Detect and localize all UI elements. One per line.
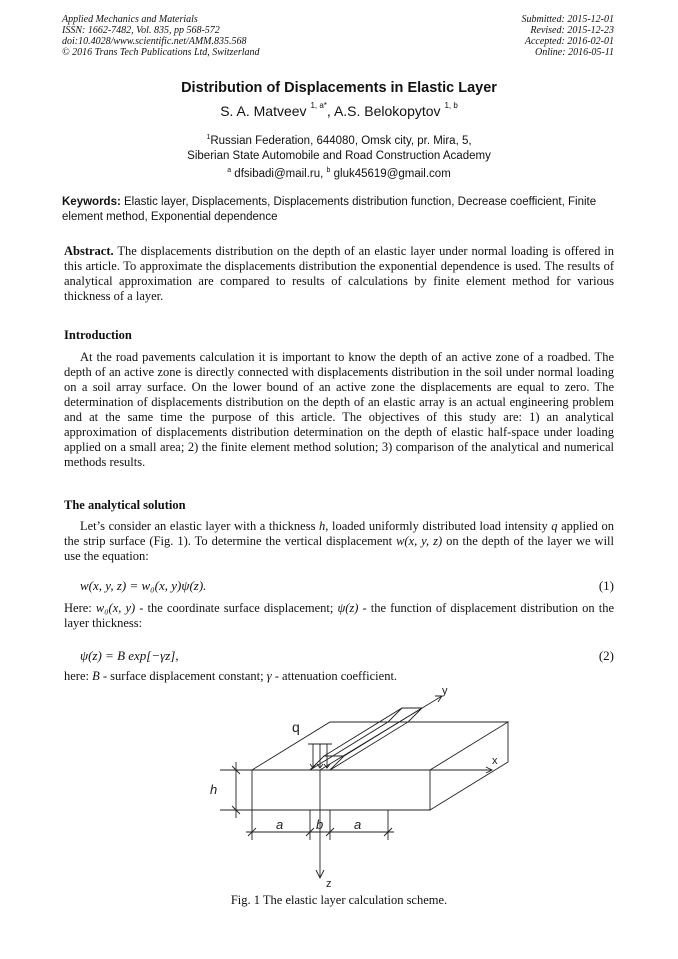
layer-front-face [252, 770, 430, 810]
label-q: q [292, 719, 300, 735]
analytical-text-3: applied on the strip surface (Fig. 1). To determine the vertical displacement [64, 519, 614, 548]
var-gamma: γ [266, 669, 272, 683]
author-1-affil: 1, a* [310, 101, 327, 110]
email-a[interactable]: dfsibadi@mail.ru, [231, 167, 327, 180]
email-b[interactable]: gluk45619@gmail.com [330, 167, 451, 180]
abstract-text: The displacements distribution on the depth of an elastic layer under normal loading is offered in this article. To approximate the displacements distribution the exponential dependence is used. The results of analytical approximation are compared to results of calculations by finite element method for various thickness of a layer. [64, 244, 614, 303]
introduction-text: At the road pavements calculation it is important to know the depth of an active zone of a roadbed. The depth of an active zone is directly connected with displacements distribution in the soil under normal loading on a soil array surface. On the lower bound of an active zone the displacements are equal to zero. The determination of displacements distribution on the depth of an elastic array is an actual engineering problem and at the same time the purpose of this article. The objectives of this study are: 1) an analytical approximation of displacements distribution determination on the depth of elastic half-space under loading applied on a small area; 2) the finite element method solution; 3) comparison of the analytical and numerical methods results. [64, 350, 614, 469]
var-h: h [319, 519, 326, 533]
equation-1 [80, 578, 614, 594]
figure-1-caption: Fig. 1 The elastic layer calculation scheme. [230, 893, 448, 907]
dates-header [522, 14, 615, 58]
here1-text-2: - the coordinate surface displacement; [135, 601, 338, 615]
journal-doi: doi:10.4028/www.scientific.net/AMM.835.568 [62, 36, 247, 47]
keywords-label: Keywords: [62, 196, 121, 208]
y-axis [320, 696, 442, 770]
here1-text-3: - the function of displacement distribution on the layer thickness: [64, 601, 614, 630]
here-paragraph-1 [64, 601, 614, 631]
date-revised: Revised: 2015-12-23 [530, 25, 614, 36]
here2-text-1: here: [64, 669, 93, 683]
analytical-text-4: on the depth of the layer we will use the equation: [64, 534, 614, 563]
affiliation-line-2: Siberian State Automobile and Road Construction Academy [187, 149, 491, 162]
here2-text-3: - attenuation coefficient. [271, 669, 398, 683]
affiliation-sup: 1 [206, 134, 211, 141]
email-line [0, 167, 678, 180]
here1-text-1: Here: [64, 601, 96, 615]
journal-name: Applied Mechanics and Materials [62, 14, 198, 25]
label-y: y [442, 685, 448, 697]
email-b-sup: b [326, 167, 331, 174]
email-a-sup: a [227, 167, 232, 174]
load-arrow-2 [317, 744, 323, 768]
author-2-affil: 1, b [444, 101, 458, 110]
var-w: w(x, y, z) [396, 534, 443, 548]
analytical-paragraph [64, 519, 614, 564]
affiliation-line-1: Russian Federation, 644080, Omsk city, pr. Mira, 5, [210, 134, 472, 147]
analytical-heading: The analytical solution [64, 498, 186, 512]
author-1: S. A. Matveev [220, 103, 307, 119]
introduction-heading: Introduction [64, 328, 132, 342]
var-B: B [92, 669, 100, 683]
journal-issn: ISSN: 1662-7482, Vol. 835, pp 568-572 [62, 25, 220, 36]
layer-top-face [252, 722, 508, 770]
equation-2-number: (2) [598, 648, 614, 663]
var-w0: w₀(x, y) [95, 601, 136, 615]
var-q: q [551, 519, 558, 533]
keywords-text: Elastic layer, Displacements, Displacements distribution function, Decrease coefficient, Finite element method, Exponential dependence [62, 196, 597, 223]
analytical-text-1: Let’s consider an elastic layer with a thickness [80, 519, 320, 533]
here2-text-2: - surface displacement constant; [99, 669, 267, 683]
journal-copyright: © 2016 Trans Tech Publications Ltd, Switzerland [62, 47, 260, 58]
label-a-left: a [276, 817, 284, 832]
equation-1-number: (1) [598, 578, 614, 593]
affiliation [0, 130, 678, 164]
figure-1-diagram [180, 682, 510, 892]
label-b: b [316, 817, 324, 832]
paper-title: Distribution of Displacements in Elastic Layer [181, 80, 497, 96]
abstract [64, 244, 614, 304]
date-accepted: Accepted: 2016-02-01 [524, 36, 614, 47]
label-x: x [492, 755, 498, 767]
analytical-text-2: , loaded uniformly distributed load intensity [325, 519, 552, 533]
label-h: h [210, 782, 218, 797]
equation-2-body: ψ(z) = B exp[−γz], [80, 648, 179, 663]
author-list [0, 103, 678, 119]
date-submitted: Submitted: 2015-12-01 [521, 14, 614, 25]
journal-header [62, 14, 260, 58]
label-a-right: a [354, 817, 362, 832]
load-strip-top [324, 708, 422, 756]
equation-2 [80, 648, 614, 664]
abstract-label: Abstract. [64, 244, 114, 258]
label-z: z [326, 878, 332, 890]
author-separator: , [326, 103, 334, 119]
var-psi: ψ(z) [337, 601, 359, 615]
date-online: Online: 2016-05-11 [535, 47, 614, 58]
author-2: A.S. Belokopytov [333, 103, 441, 119]
equation-1-body: w(x, y, z) = w₀(x, y)ψ(z). [80, 578, 207, 593]
x-axis [320, 767, 492, 773]
keywords [62, 195, 616, 225]
